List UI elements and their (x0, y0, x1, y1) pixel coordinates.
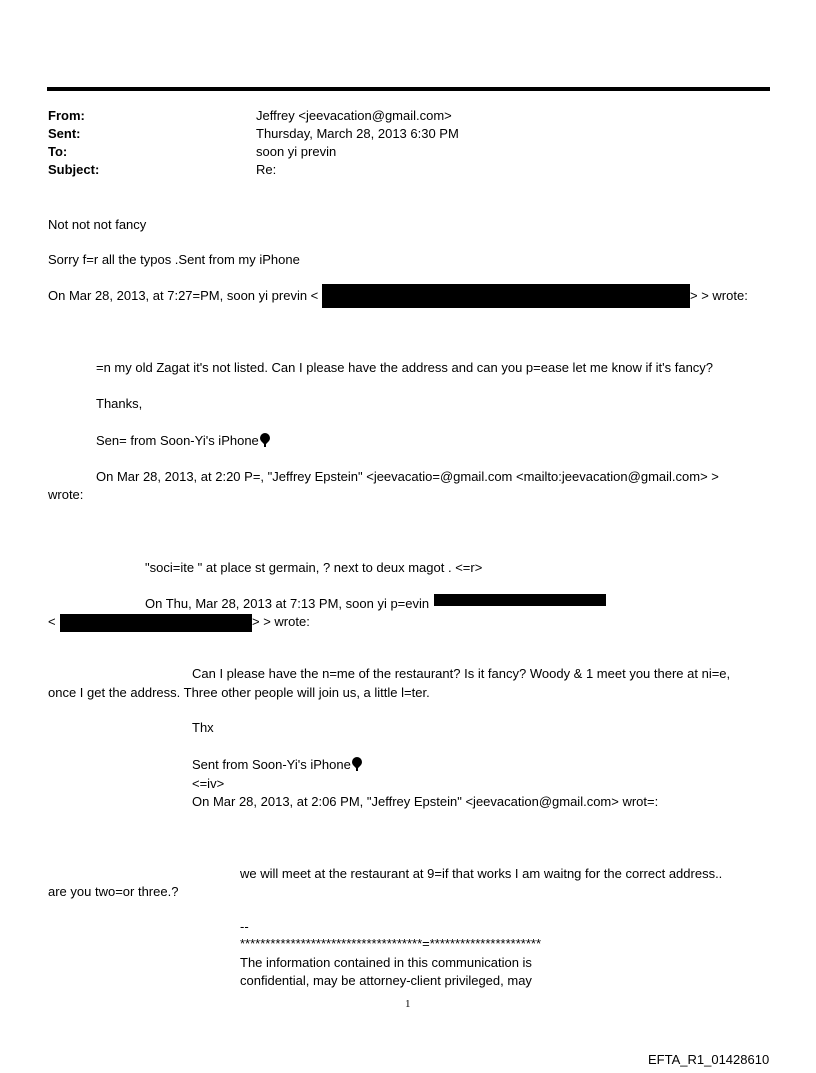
subject-label: Subject: (48, 162, 100, 177)
quote-header-1-post: > > wrote: (690, 288, 748, 303)
body-line-1: Not not not fancy (48, 217, 147, 232)
quote4-stars: ************************************=********************** (240, 936, 542, 951)
quote4-line-2: are you two=or three.? (48, 884, 179, 899)
quote2-line-1: "soci=ite " at place st germain, ? next to deux magot . <=r> (145, 560, 483, 575)
quote3-line-1: Can I please have the n=me of the restaurant? Is it fancy? Woody & 1 meet you there at ni=e, (192, 666, 731, 681)
quote1-on-line-a: On Mar 28, 2013, at 2:20 P=, "Jeffrey Epstein" <jeevacatio=@gmail.com <mailto:jeevacation@gmail.com> > (96, 469, 719, 484)
quote3-line-2: once I get the address. Three other people will join us, a little l=ter. (48, 685, 430, 700)
quote1-signature (96, 433, 270, 449)
quote3-thx: Thx (192, 720, 214, 735)
document-id-footer: EFTA_R1_01428610 (648, 1052, 770, 1067)
map-pin-icon (260, 433, 270, 447)
quote2-on-line-b-pre: < (48, 614, 56, 629)
quote4-confidential-2: confidential, may be attorney-client privileged, may (240, 973, 532, 988)
quote1-line-1: =n my old Zagat it's not listed. Can I please have the address and can you p=ease let me know if it's fancy? (96, 360, 714, 375)
quote4-line-1: we will meet at the restaurant at 9=if that works I am waitng for the correct address.. (240, 866, 723, 881)
to-label: To: (48, 144, 68, 159)
quote-header-1-pre: On Mar 28, 2013, at 7:27=PM, soon yi previn < (48, 288, 319, 303)
quote3-signature (192, 757, 362, 773)
redaction-block (322, 284, 690, 308)
quote4-dash: -- (240, 919, 249, 934)
page-number: 1 (405, 998, 411, 1010)
quote3-on-line: On Mar 28, 2013, at 2:06 PM, "Jeffrey Epstein" <jeevacation@gmail.com> wrot=: (192, 794, 659, 809)
from-label: From: (48, 108, 85, 123)
quote1-thanks: Thanks, (96, 396, 143, 411)
subject-value: Re: (256, 162, 277, 177)
quote1-signature-text: Sen= from Soon-Yi's iPhone (96, 433, 259, 448)
from-value: Jeffrey <jeevacation@gmail.com> (256, 108, 452, 123)
quote3-signature-text: Sent from Soon-Yi's iPhone (192, 757, 351, 772)
quote1-on-line-b: wrote: (48, 487, 84, 502)
top-rule (47, 87, 770, 91)
quote3-div-tag: <=iv> (192, 776, 225, 791)
redaction-block (434, 594, 606, 606)
quote2-on-line-a: On Thu, Mar 28, 2013 at 7:13 PM, soon yi p=evin (145, 596, 430, 611)
map-pin-icon (352, 757, 362, 771)
quote4-confidential-1: The information contained in this communication is (240, 955, 532, 970)
redaction-block (60, 614, 252, 632)
quote-header-1 (48, 288, 318, 304)
to-value: soon yi previn (256, 144, 337, 159)
body-line-2: Sorry f=r all the typos .Sent from my iPhone (48, 252, 300, 267)
quote2-on-line-b-post: > > wrote: (252, 614, 310, 629)
sent-label: Sent: (48, 126, 81, 141)
sent-value: Thursday, March 28, 2013 6:30 PM (256, 126, 459, 141)
